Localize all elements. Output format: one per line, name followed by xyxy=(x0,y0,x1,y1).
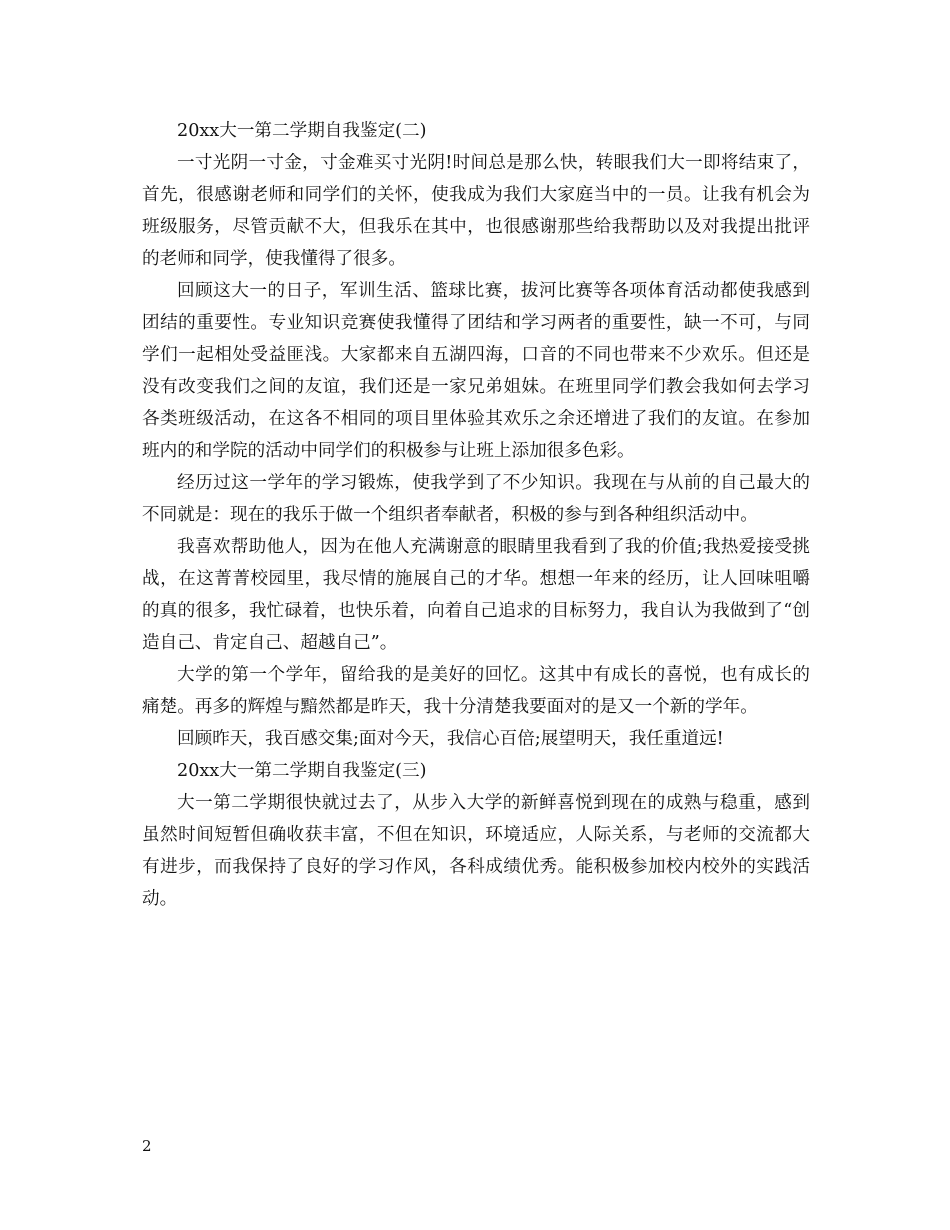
paragraph: 回顾这大一的日子，军训生活、篮球比赛，拔河比赛等各项体育活动都使我感到团结的重要性。专业知识竞赛使我懂得了团结和学习两者的重要性，缺一不可，与同学们一起相处受益匪浅。大家都来自五湖四海，口音的不同也带来不少欢乐。但还是没有改变我们之间的友谊，我们还是一家兄弟姐妹。在班里同学们教会我如何去学习各类班级活动，在这各不相同的项目里体验其欢乐之余还增进了我们的友谊。在参加班内的和学院的活动中同学们的积极参与让班上添加很多色彩。 xyxy=(142,281,810,461)
paragraph: 我喜欢帮助他人，因为在他人充满谢意的眼睛里我看到了我的价值;我热爱接受挑战，在这菁菁校园里，我尽情的施展自己的才华。想想一年来的经历，让人回味咀嚼的真的很多，我忙碌着，也快乐着，向着自己追求的目标努力，我自认为我做到了“创造自己、肯定自己、超越自己”。 xyxy=(142,537,810,653)
paragraph: 回顾昨天，我百感交集;面对今天，我信心百倍;展望明天，我任重道远! xyxy=(177,729,724,749)
paragraph: 一寸光阴一寸金，寸金难买寸光阴!时间总是那么快，转眼我们大一即将结束了，首先，很感谢老师和同学们的关怀，使我成为我们大家庭当中的一员。让我有机会为班级服务，尽管贡献不大，但我乐在其中，也很感谢那些给我帮助以及对我提出批评的老师和同学，使我懂得了很多。 xyxy=(142,153,810,269)
section-heading-two: 20xx大一第二学期自我鉴定(二) xyxy=(177,121,427,141)
section-heading-three: 20xx大一第二学期自我鉴定(三) xyxy=(177,761,427,781)
paragraph: 大一第二学期很快就过去了，从步入大学的新鲜喜悦到现在的成熟与稳重，感到虽然时间短暂但确收获丰富，不但在知识，环境适应，人际关系，与老师的交流都大有进步，而我保持了良好的学习作风，各科成绩优秀。能积极参加校内校外的实践活动。 xyxy=(142,793,810,909)
page-number: 2 xyxy=(142,1137,152,1155)
paragraph: 经历过这一学年的学习锻炼，使我学到了不少知识。我现在与从前的自己最大的不同就是：现在的我乐于做一个组织者奉献者，积极的参与到各种组织活动中。 xyxy=(142,473,810,525)
paragraph: 大学的第一个学年，留给我的是美好的回忆。这其中有成长的喜悦，也有成长的痛楚。再多的辉煌与黯然都是昨天，我十分清楚我要面对的是又一个新的学年。 xyxy=(142,665,810,717)
document-body xyxy=(142,115,810,915)
